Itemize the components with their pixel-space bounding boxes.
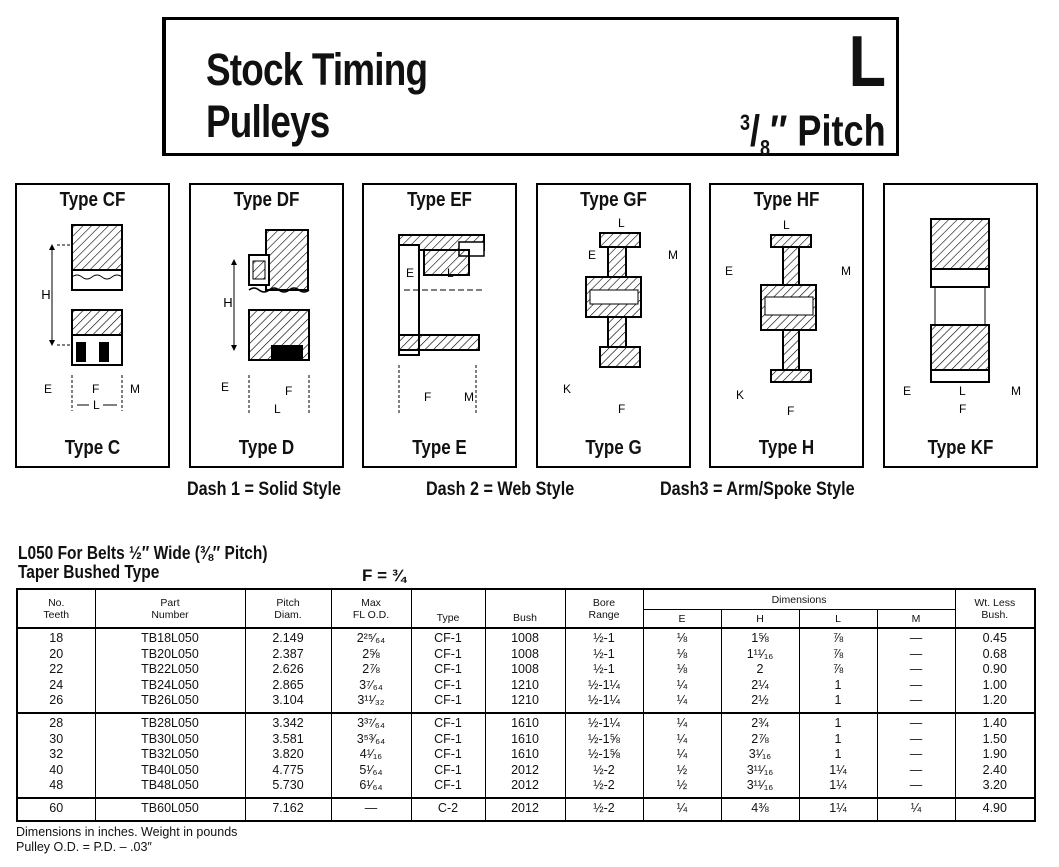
dim-l: L	[447, 266, 454, 280]
table-cell: 28	[17, 713, 95, 732]
table-cell: 1.90	[955, 747, 1035, 763]
table-cell: 1	[799, 713, 877, 732]
table-cell: 1.20	[955, 693, 1035, 713]
col-pitch: Pitch Diam.	[245, 589, 331, 628]
table-cell: 1610	[485, 747, 565, 763]
table-cell: ¼	[643, 693, 721, 713]
table-row	[17, 693, 1035, 713]
table-row	[17, 732, 1035, 748]
type-g-drawing	[538, 215, 689, 433]
table-cell: 1008	[485, 662, 565, 678]
table-cell: ½-1¼	[565, 713, 643, 732]
table-cell: 1¹¹⁄₁₆	[721, 647, 799, 663]
panel-top-label: Type HF	[753, 189, 820, 211]
dim-m: M	[668, 248, 678, 262]
table-cell: 4¹⁄₁₆	[331, 747, 411, 763]
table-cell: —	[877, 732, 955, 748]
table-cell: 5.730	[245, 778, 331, 798]
table-row	[17, 798, 1035, 821]
col-l: L	[799, 610, 877, 629]
table-cell: CF-1	[411, 778, 485, 798]
table-cell: 2.626	[245, 662, 331, 678]
table-cell: 1610	[485, 732, 565, 748]
panel-type-kf	[883, 183, 1038, 468]
dim-f: F	[92, 382, 100, 396]
table-row	[17, 747, 1035, 763]
spec-table	[16, 588, 1036, 822]
table-cell: 3.820	[245, 747, 331, 763]
table-cell: CF-1	[411, 732, 485, 748]
table-group-2	[17, 713, 1035, 798]
table-row	[17, 763, 1035, 779]
table-cell: 6¹⁄₆₄	[331, 778, 411, 798]
table-cell: CF-1	[411, 763, 485, 779]
table-cell: ⅛	[643, 628, 721, 647]
table-cell: 4.775	[245, 763, 331, 779]
table-cell: ⅛	[643, 662, 721, 678]
table-row	[17, 713, 1035, 732]
table-cell: 24	[17, 678, 95, 694]
panel-type-cf	[15, 183, 170, 468]
table-cell: 3¹¹⁄₁₆	[721, 778, 799, 798]
type-e-drawing	[364, 215, 515, 433]
table-cell: 3⁵³⁄₆₄	[331, 732, 411, 748]
table-cell: 1.40	[955, 713, 1035, 732]
table-cell: 1210	[485, 678, 565, 694]
table-cell: CF-1	[411, 693, 485, 713]
table-cell: CF-1	[411, 713, 485, 732]
dim-k: K	[736, 388, 745, 402]
title-line-2: Pulleys	[206, 96, 330, 147]
dim-e: E	[725, 264, 734, 278]
table-cell: 1	[799, 693, 877, 713]
table-cell: 2012	[485, 778, 565, 798]
table-cell: 3.104	[245, 693, 331, 713]
table-cell: —	[877, 647, 955, 663]
table-cell: 3.342	[245, 713, 331, 732]
dim-k: K	[563, 382, 572, 396]
table-cell: —	[877, 778, 955, 798]
table-cell: 2.149	[245, 628, 331, 647]
table-cell: TB48L050	[95, 778, 245, 798]
table-cell: 1.00	[955, 678, 1035, 694]
table-cell: 0.68	[955, 647, 1035, 663]
table-cell: TB20L050	[95, 647, 245, 663]
table-cell: 18	[17, 628, 95, 647]
col-dimensions: Dimensions	[643, 589, 955, 610]
dim-f: F	[424, 390, 432, 404]
dim-e: E	[44, 382, 53, 396]
table-cell: ½-1	[565, 628, 643, 647]
panel-bottom-label: Type D	[238, 437, 295, 459]
belt-section-letter: L	[848, 22, 886, 102]
table-cell: 2.387	[245, 647, 331, 663]
section-heading-line-2: Taper Bushed Type	[18, 562, 160, 582]
table-cell: 2.865	[245, 678, 331, 694]
dim-h: H	[223, 295, 233, 310]
table-cell: 3.20	[955, 778, 1035, 798]
type-kf-drawing	[885, 215, 1036, 433]
table-cell: 2²⁵⁄₆₄	[331, 628, 411, 647]
type-c-drawing	[17, 215, 168, 433]
table-cell: 3⁷⁄₆₄	[331, 678, 411, 694]
table-cell: 3.581	[245, 732, 331, 748]
table-cell: ½-1	[565, 647, 643, 663]
table-cell: ½-1¼	[565, 693, 643, 713]
table-row	[17, 647, 1035, 663]
table-cell: 1	[799, 747, 877, 763]
table-cell: TB22L050	[95, 662, 245, 678]
dim-e: E	[406, 266, 415, 280]
table-cell: 1.50	[955, 732, 1035, 748]
table-cell: 48	[17, 778, 95, 798]
table-cell: 2¾	[721, 713, 799, 732]
dim-l: L	[93, 398, 100, 412]
table-cell: —	[877, 628, 955, 647]
table-cell: 20	[17, 647, 95, 663]
section-f-note: F = ¾	[362, 566, 406, 585]
panel-top-label: Type GF	[580, 189, 647, 211]
table-cell: —	[331, 798, 411, 821]
type-d-drawing	[191, 215, 342, 433]
footnote-2: Pulley O.D. = P.D. – .03″	[16, 840, 152, 854]
table-cell: 3¹¹⁄₁₆	[721, 763, 799, 779]
dim-m: M	[464, 390, 474, 404]
dim-f: F	[618, 402, 626, 416]
col-part: Part Number	[95, 589, 245, 628]
table-cell: 2012	[485, 763, 565, 779]
dim-m: M	[841, 264, 851, 278]
dim-f: F	[787, 404, 795, 418]
table-cell: TB60L050	[95, 798, 245, 821]
table-cell: TB40L050	[95, 763, 245, 779]
table-cell: ½-1	[565, 662, 643, 678]
footnote-1: Dimensions in inches. Weight in pounds	[16, 825, 238, 839]
table-cell: CF-1	[411, 628, 485, 647]
panel-type-gf	[536, 183, 691, 468]
col-bore: Bore Range	[565, 589, 643, 628]
table-cell: 2012	[485, 798, 565, 821]
dim-l: L	[274, 402, 281, 416]
table-row	[17, 678, 1035, 694]
panel-type-df	[189, 183, 344, 468]
table-cell: 2½	[721, 693, 799, 713]
table-cell: 1008	[485, 647, 565, 663]
table-cell: 5¹⁄₆₄	[331, 763, 411, 779]
table-cell: 22	[17, 662, 95, 678]
table-cell: —	[877, 662, 955, 678]
table-cell: ¼	[643, 678, 721, 694]
table-cell: 3¹¹⁄₃₂	[331, 693, 411, 713]
panel-type-ef	[362, 183, 517, 468]
table-cell: —	[877, 713, 955, 732]
table-cell: ½-1⅝	[565, 732, 643, 748]
table-cell: 4⅜	[721, 798, 799, 821]
panel-bottom-label: Type KF	[927, 437, 994, 459]
dim-f: F	[285, 384, 293, 398]
panel-top-label: Type DF	[233, 189, 300, 211]
style-note-dash3: Dash3 = Arm/Spoke Style	[660, 479, 855, 500]
table-cell: 1008	[485, 628, 565, 647]
table-cell: —	[877, 763, 955, 779]
footnotes	[16, 825, 237, 855]
table-cell: 1	[799, 678, 877, 694]
dim-l: L	[959, 384, 966, 398]
table-cell: 0.90	[955, 662, 1035, 678]
table-cell: CF-1	[411, 678, 485, 694]
table-cell: ½-1¼	[565, 678, 643, 694]
table-cell: ¼	[877, 798, 955, 821]
table-cell: ½-2	[565, 798, 643, 821]
table-cell: 3³⁷⁄₆₄	[331, 713, 411, 732]
type-h-drawing	[711, 215, 862, 433]
table-cell: TB24L050	[95, 678, 245, 694]
style-note-dash1: Dash 1 = Solid Style	[187, 479, 341, 500]
table-cell: —	[877, 693, 955, 713]
col-m: M	[877, 610, 955, 629]
pitch-suffix: ″ Pitch	[770, 106, 886, 156]
table-cell: 60	[17, 798, 95, 821]
dim-e: E	[588, 248, 597, 262]
table-cell: ½-2	[565, 778, 643, 798]
table-cell: ½-1⅝	[565, 747, 643, 763]
table-cell: 0.45	[955, 628, 1035, 647]
table-cell: ⅞	[799, 662, 877, 678]
table-cell: 2⅞	[721, 732, 799, 748]
table-cell: —	[877, 747, 955, 763]
table-cell: ¼	[643, 747, 721, 763]
panel-type-hf	[709, 183, 864, 468]
table-cell: 1¼	[799, 778, 877, 798]
table-cell: ¼	[643, 798, 721, 821]
table-cell: ⅛	[643, 647, 721, 663]
table-cell: ½	[643, 763, 721, 779]
table-cell: TB32L050	[95, 747, 245, 763]
table-cell: 2.40	[955, 763, 1035, 779]
table-cell: 2⅞	[331, 662, 411, 678]
dim-m: M	[1011, 384, 1021, 398]
style-note-dash2: Dash 2 = Web Style	[426, 479, 575, 500]
panel-bottom-label: Type H	[758, 437, 815, 459]
col-type: Type	[411, 589, 485, 628]
pitch-numerator: 3	[740, 110, 751, 135]
table-cell: 30	[17, 732, 95, 748]
table-cell: 26	[17, 693, 95, 713]
table-cell: 1⅝	[721, 628, 799, 647]
table-cell: 3¹⁄₁₆	[721, 747, 799, 763]
panel-bottom-label: Type G	[585, 437, 642, 459]
table-cell: 2⅝	[331, 647, 411, 663]
table-cell: ½-2	[565, 763, 643, 779]
table-cell: TB18L050	[95, 628, 245, 647]
table-group-3	[17, 798, 1035, 821]
table-cell: TB26L050	[95, 693, 245, 713]
dim-l: L	[783, 218, 790, 232]
title-line-1: Stock Timing	[206, 44, 428, 95]
table-cell: TB28L050	[95, 713, 245, 732]
table-cell: ⅞	[799, 647, 877, 663]
table-row	[17, 778, 1035, 798]
table-cell: 40	[17, 763, 95, 779]
col-od: Max FL O.D.	[331, 589, 411, 628]
table-cell: 7.162	[245, 798, 331, 821]
section-heading	[18, 544, 268, 582]
table-cell: 4.90	[955, 798, 1035, 821]
table-cell: CF-1	[411, 747, 485, 763]
col-h: H	[721, 610, 799, 629]
dim-e: E	[221, 380, 230, 394]
table-cell: 1210	[485, 693, 565, 713]
section-heading-line-1: L050 For Belts ½″ Wide (⅜″ Pitch)	[18, 543, 268, 563]
table-cell: —	[877, 678, 955, 694]
table-cell: ⅞	[799, 628, 877, 647]
table-cell: C-2	[411, 798, 485, 821]
col-wt: Wt. Less Bush.	[955, 589, 1035, 628]
table-row	[17, 662, 1035, 678]
dim-l: L	[618, 216, 625, 230]
page-title	[206, 44, 427, 148]
dim-m: M	[130, 382, 140, 396]
panel-bottom-label: Type C	[64, 437, 121, 459]
table-cell: ½	[643, 778, 721, 798]
col-e: E	[643, 610, 721, 629]
table-cell: ¼	[643, 713, 721, 732]
panel-bottom-label: Type E	[412, 437, 467, 459]
col-bush: Bush	[485, 589, 565, 628]
panel-top-label: Type EF	[407, 189, 472, 211]
table-cell: TB30L050	[95, 732, 245, 748]
title-box	[162, 17, 899, 161]
table-cell: 1¼	[799, 798, 877, 821]
col-teeth: No. Teeth	[17, 589, 95, 628]
dim-f: F	[959, 402, 967, 416]
table-cell: 32	[17, 747, 95, 763]
table-cell: 1610	[485, 713, 565, 732]
table-cell: CF-1	[411, 662, 485, 678]
pitch-denominator: 8	[760, 135, 771, 161]
table-cell: 1	[799, 732, 877, 748]
table-cell: ¼	[643, 732, 721, 748]
table-row	[17, 628, 1035, 647]
dim-e: E	[903, 384, 912, 398]
table-cell: 2¼	[721, 678, 799, 694]
pitch-label: $^3/_8''$ Pitch	[740, 106, 886, 161]
dim-h: H	[41, 287, 51, 302]
panel-top-label: Type CF	[59, 189, 126, 211]
table-cell: 1¼	[799, 763, 877, 779]
table-cell: CF-1	[411, 647, 485, 663]
table-group-1	[17, 628, 1035, 713]
table-cell: 2	[721, 662, 799, 678]
